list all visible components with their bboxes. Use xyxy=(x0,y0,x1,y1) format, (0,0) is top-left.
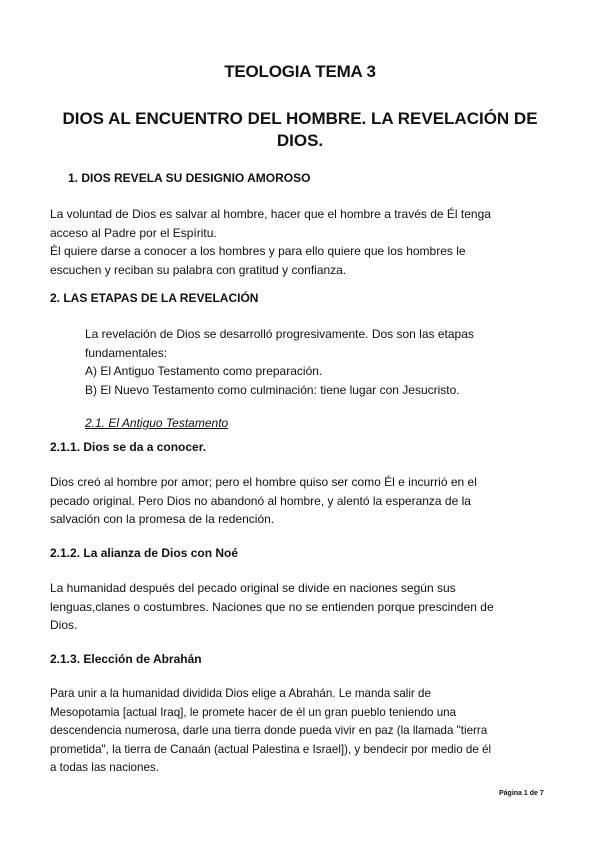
text-line: a todas las naciones. xyxy=(50,761,159,774)
text-line: Él quiere darse a conocer a los hombres y para ello quiere que los hombres le xyxy=(50,244,466,258)
text-line: escuchen y reciban su palabra con gratitud y confianza. xyxy=(50,262,347,277)
section-1-body xyxy=(50,205,555,279)
subsection-2-1-3-title: 2.1.3. Elección de Abrahán xyxy=(50,652,202,666)
subsection-2-1-1-title: 2.1.1. Dios se da a conocer. xyxy=(50,440,207,454)
main-heading-line-1: DIOS AL ENCUENTRO DEL HOMBRE. LA REVELACIÓN DE xyxy=(62,109,538,128)
text-line: prometida", la tierra de Canaán (actual Palestina e Israel]), y bendecir por medio de él xyxy=(50,742,492,756)
section-2-title: 2. LAS ETAPAS DE LA REVELACIÓN xyxy=(50,291,259,305)
text-line: salvación con la promesa de la redención. xyxy=(50,512,275,526)
text-line: lenguas,clanes o costumbres. Naciones que no se entienden porque prescinden de xyxy=(50,599,494,614)
text-line: acceso al Padre por el Espíritu. xyxy=(50,225,217,240)
text-line: descendencia numerosa, darle una tierra donde pueda vivir en paz (la llamada "tierra xyxy=(50,724,488,737)
text-line: A) El Antiguo Testamento como preparación. xyxy=(85,364,323,378)
text-line: Para unir a la humanidad dividida Dios elige a Abrahán. Le manda salir de xyxy=(50,687,431,700)
text-line: pecado original. Pero Dios no abandonó al hombre, y alentó la esperanza de la xyxy=(50,493,471,508)
text-line: La revelación de Dios se desarrolló progresivamente. Dos son las etapas xyxy=(85,327,474,341)
page-number-footer: Página 1 de 7 xyxy=(499,790,544,797)
text-line: fundamentales: xyxy=(85,345,168,360)
subsection-2-1-3-body xyxy=(50,685,550,778)
main-heading-line-2: DIOS. xyxy=(276,131,324,150)
subsection-2-1-1-body xyxy=(50,473,555,529)
text-line: La humanidad después del pecado original se divide en naciones según sus xyxy=(50,581,456,595)
text-line: La voluntad de Dios es salvar al hombre, hacer que el hombre a través de Él tenga xyxy=(50,207,491,221)
text-line: Mesopotamia [actual Iraq], le promete hacer de él un gran pueblo teniendo una xyxy=(50,705,457,719)
text-line: B) El Nuevo Testamento como culminación: tiene lugar con Jesucristo. xyxy=(85,382,460,397)
text-line: Dios creó al hombre por amor; pero el hombre quiso ser como Él e incurrió en el xyxy=(50,475,477,489)
text-line: Dios. xyxy=(50,618,78,632)
subsection-2-1-title: 2.1. El Antiguo Testamento xyxy=(85,416,229,430)
section-2-body xyxy=(85,325,555,399)
subsection-2-1-2-title: 2.1.2. La alianza de Dios con Noé xyxy=(50,546,239,560)
subsection-2-1-2-body xyxy=(50,579,555,635)
section-1-title: 1. DIOS REVELA SU DESIGNIO AMOROSO xyxy=(68,171,311,185)
document-title: TEOLOGIA TEMA 3 xyxy=(224,62,376,81)
